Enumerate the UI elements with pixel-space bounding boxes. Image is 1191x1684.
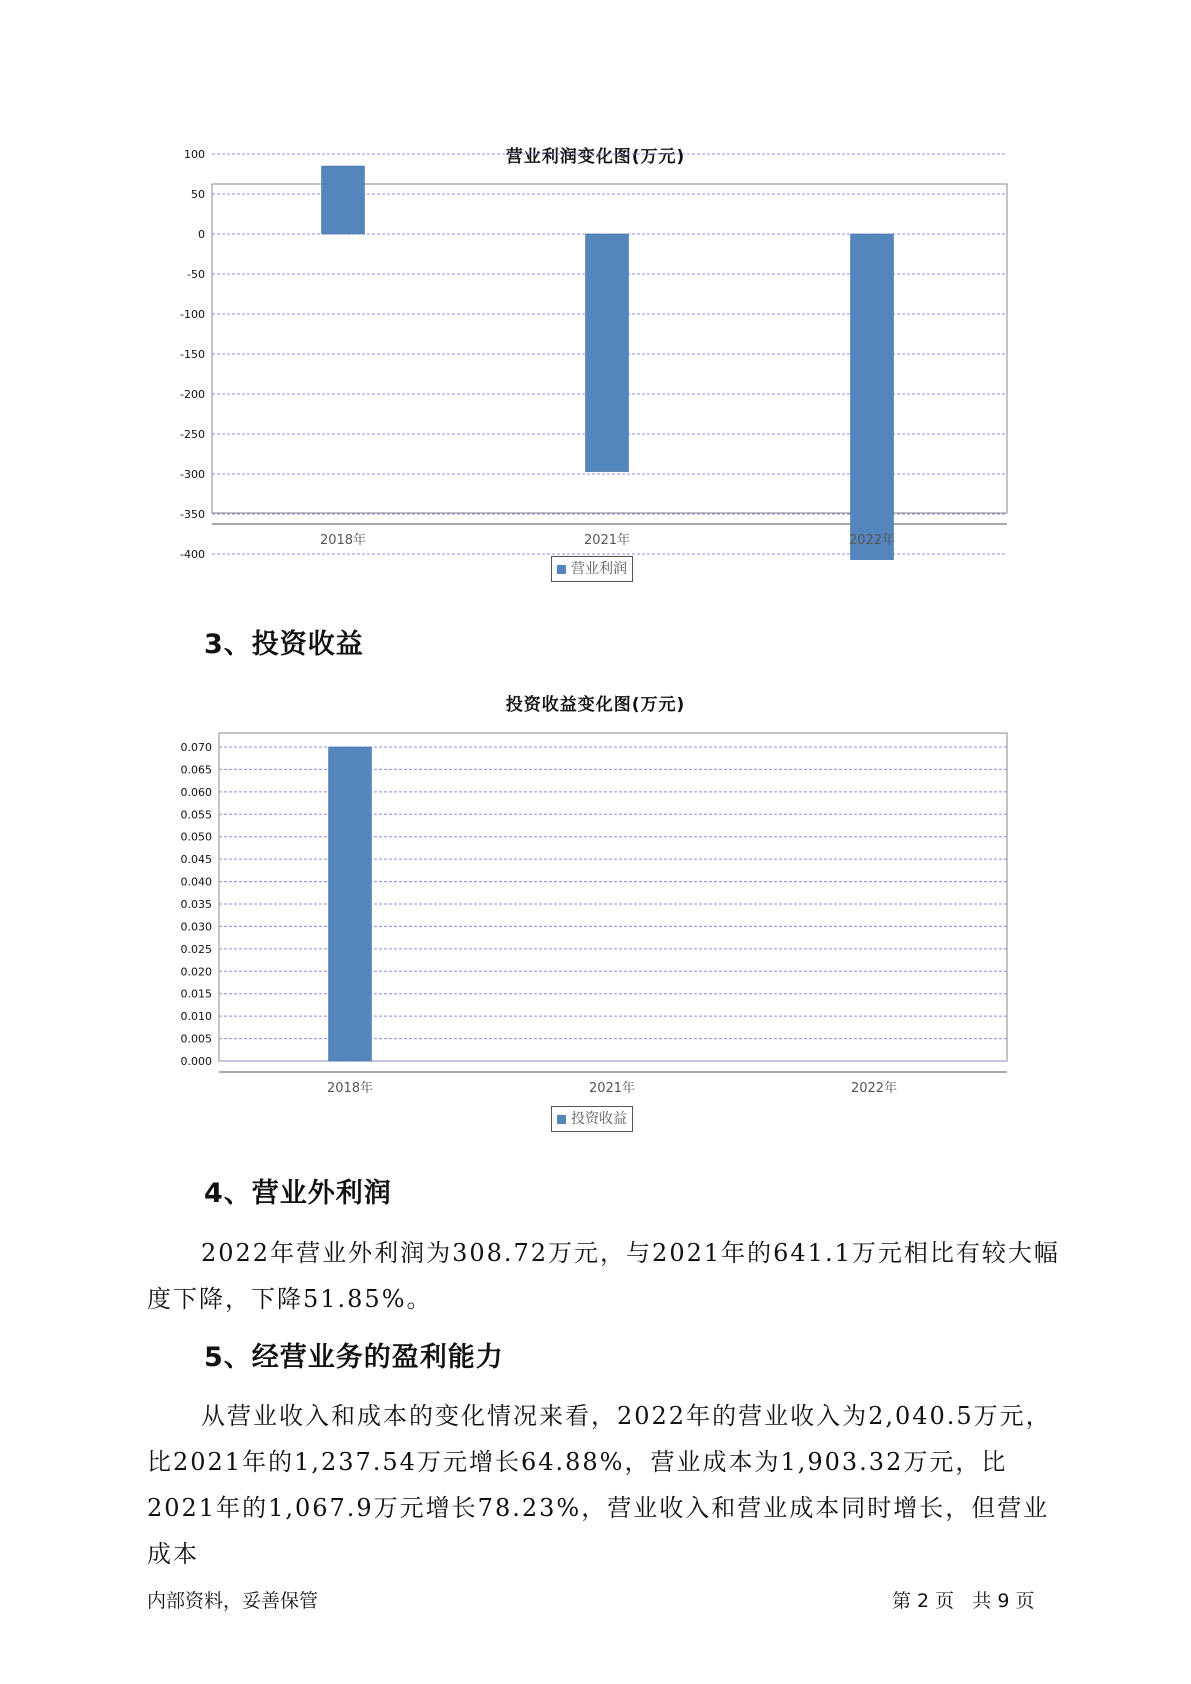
y-tick-label: -150 xyxy=(180,348,205,361)
x-tick-label: 2018年 xyxy=(326,1081,374,1096)
footer-confidential: 内部资料，妥善保管 xyxy=(147,1590,319,1612)
footer-page-number: 第 2 页 共 9 页 xyxy=(892,1590,1035,1612)
x-tick-label: 2021年 xyxy=(588,1081,636,1096)
operating-profit-chart xyxy=(0,0,1191,560)
y-tick-label: 0.010 xyxy=(180,1010,212,1024)
y-tick-label: 0.060 xyxy=(180,785,212,799)
y-tick-label: 0.040 xyxy=(180,875,212,889)
chart2-legend-label: 投资收益 xyxy=(571,1111,627,1127)
y-tick-label: -350 xyxy=(180,508,205,521)
paragraph-2-text: 从营业收入和成本的变化情况来看，2022年的营业收入为2,040.5万元，比2021年的1,237.54万元增长64.88%，营业成本为1,903.32万元，比2021年的1,067.9万元增长78.23%，营业收入和营业成本同时增长，但营业成本 xyxy=(147,1402,1052,1568)
y-tick-label: 0.055 xyxy=(180,808,212,822)
y-tick-label: 100 xyxy=(184,148,205,161)
y-tick-label: 0.025 xyxy=(180,942,212,956)
bar-2018年 xyxy=(322,166,365,234)
y-tick-label: 0.050 xyxy=(180,830,212,844)
chart2-legend xyxy=(551,1106,633,1132)
x-tick-label: 2022年 xyxy=(848,533,896,548)
bar-2018年 xyxy=(329,747,372,1061)
y-tick-label: 0.030 xyxy=(180,920,212,934)
section-3-heading: 3、投资收益 xyxy=(204,629,364,660)
y-tick-label: 50 xyxy=(191,188,205,201)
section-5-heading: 5、经营业务的盈利能力 xyxy=(204,1342,504,1373)
y-tick-label: 0.005 xyxy=(180,1032,212,1046)
y-tick-label: 0.000 xyxy=(180,1055,212,1068)
y-tick-label: 0.045 xyxy=(180,853,212,867)
investment-income-chart xyxy=(0,560,1191,1100)
y-tick-label: 0.015 xyxy=(180,987,212,1001)
y-tick-label: 0.070 xyxy=(180,741,212,754)
y-tick-label: -200 xyxy=(180,388,205,401)
x-tick-label: 2018年 xyxy=(319,533,367,548)
bar-2022年 xyxy=(848,234,896,560)
y-tick-label: -250 xyxy=(180,428,205,441)
section-4-heading: 4、营业外利润 xyxy=(204,1178,392,1209)
legend-swatch xyxy=(557,1115,566,1124)
y-tick-label: -300 xyxy=(180,468,205,481)
y-tick-label: 0 xyxy=(198,228,205,241)
chart1-title: 营业利润变化图(万元) xyxy=(505,147,686,167)
y-tick-label: -50 xyxy=(187,268,205,281)
y-tick-label: -100 xyxy=(180,308,205,321)
y-tick-label: 0.065 xyxy=(180,763,212,777)
paragraph-profitability xyxy=(147,1393,1067,1577)
paragraph-1-text: 2022年营业外利润为308.72万元，与2021年的641.1万元相比有较大幅度下降，下降51.85%。 xyxy=(147,1239,1060,1313)
x-tick-label: 2022年 xyxy=(850,1081,898,1096)
x-tick-label: 2021年 xyxy=(583,533,631,548)
y-tick-label: 0.020 xyxy=(180,965,212,979)
chart1-legend-label: 营业利润 xyxy=(571,561,627,577)
chart2-title: 投资收益变化图(万元) xyxy=(505,695,686,715)
bar-2021年 xyxy=(586,234,629,472)
y-tick-label: 0.035 xyxy=(180,898,212,911)
y-tick-label: -400 xyxy=(180,548,205,560)
paragraph-non-operating-profit xyxy=(147,1230,1067,1322)
